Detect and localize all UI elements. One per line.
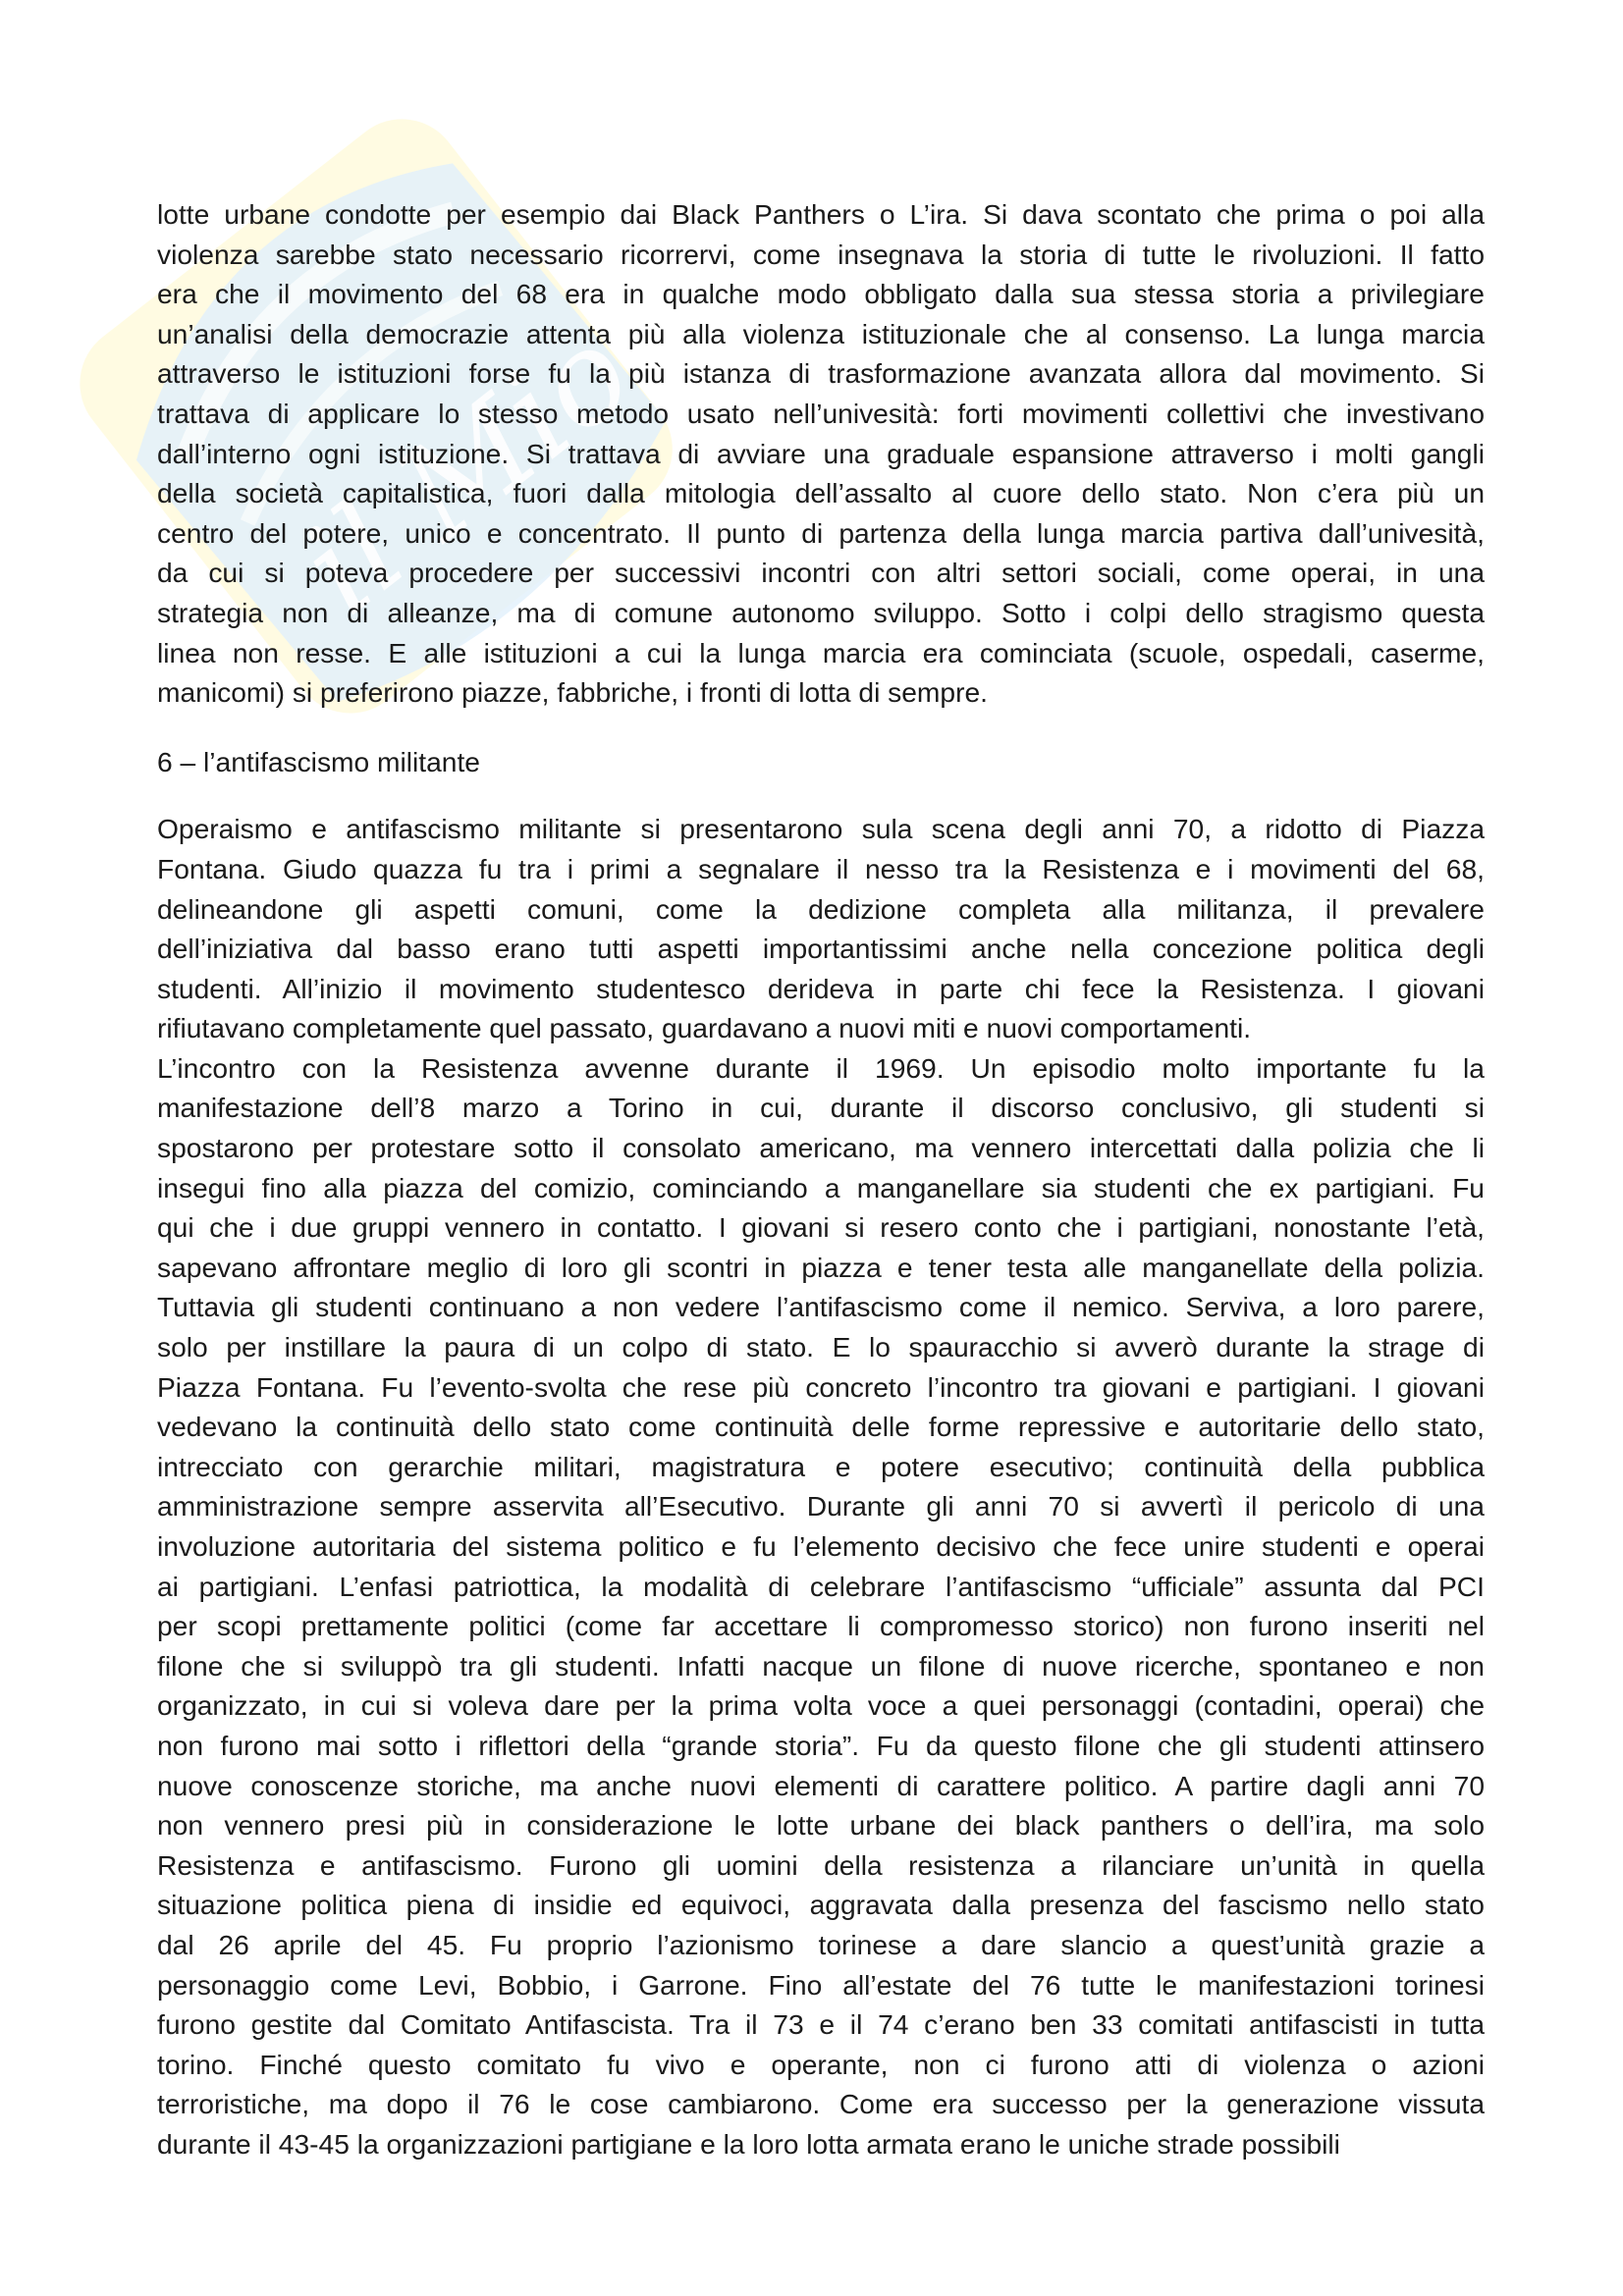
text-line: Fontana. Giudo quazza fu tra i primi a segnalare il nesso tra la Resistenza e i movimenti del 68, [157, 852, 1485, 884]
text-line: era che il movimento del 68 era in qualche modo obbligato dalla sua stessa storia a privilegiare [157, 278, 1485, 310]
document-page [157, 194, 1485, 2164]
text-line: centro del potere, unico e concentrato. Il punto di partenza della lunga marcia partiva dall’univesità, [157, 516, 1485, 549]
paragraph-antifascismo [157, 809, 1485, 2163]
text-line: furono gestite dal Comitato Antifascista. Tra il 73 e il 74 c’erano ben 33 comitati antifascisti in tutta [157, 2008, 1485, 2041]
text-line: dal 26 aprile del 45. Fu proprio l’azionismo torinese a dare slancio a quest’unità grazie a [157, 1928, 1485, 1960]
text-line: amministrazione sempre asservita all’Esecutivo. Durante gli anni 70 si avvertì il pericolo di una [157, 1490, 1485, 1522]
text-line: terroristiche, ma dopo il 76 le cose cambiarono. Come era successo per la generazione vissuta [157, 2088, 1485, 2120]
text-line: nuove conoscenze storiche, ma anche nuovi elementi di carattere politico. A partire dagli anni 70 [157, 1769, 1485, 1801]
text-line: dell’iniziativa dal basso erano tutti aspetti importantissimi anche nella concezione politica degli [157, 933, 1485, 965]
text-line: Resistenza e antifascismo. Furono gli uomini della resistenza a rilanciare un’unità in quella [157, 1848, 1485, 1881]
section-heading: 6 – l’antifascismo militante [157, 745, 480, 777]
text-line: da cui si poteva procedere per successivi incontri con altri settori sociali, come operai, in una [157, 557, 1485, 589]
text-line: strategia non di alleanze, ma di comune autonomo sviluppo. Sotto i colpi dello stragismo questa [157, 596, 1485, 628]
text-line: dall’interno ogni istituzione. Si trattava di avviare una graduale espansione attraverso i molti gangli [157, 437, 1485, 469]
text-line: torino. Finché questo comitato fu vivo e operante, non ci furono atti di violenza o azioni [157, 2048, 1485, 2080]
text-line: filone che si sviluppò tra gli studenti. Infatti nacque un filone di nuove ricerche, spontaneo e non [157, 1649, 1485, 1682]
text-line: studenti. All’inizio il movimento studentesco derideva in parte chi fece la Resistenza. I giovani [157, 972, 1485, 1004]
text-line: delineandone gli aspetti comuni, come la dedizione completa alla militanza, il prevalere [157, 892, 1485, 925]
text-line: della società capitalistica, fuori dalla mitologia dell’assalto al cuore dello stato. Non c’era più un [157, 477, 1485, 509]
text-line: violenza sarebbe stato necessario ricorrervi, come insegnava la storia di tutte le rivoluzioni. Il fatto [157, 238, 1485, 270]
text-line: sapevano affrontare meglio di loro gli scontri in piazza e tener testa alle manganellate della polizia. [157, 1251, 1485, 1283]
text-line: linea non resse. E alle istituzioni a cui la lunga marcia era cominciata (scuole, ospedali, caserme, [157, 636, 1485, 668]
text-line: lotte urbane condotte per esempio dai Black Panthers o L’ira. Si dava scontato che prima o poi alla [157, 198, 1485, 230]
text-line: vedevano la continuità dello stato come continuità delle forme repressive e autoritarie dello stato, [157, 1411, 1485, 1443]
text-line: insegui fino alla piazza del comizio, cominciando a manganellare sia studenti che ex partigiani. Fu [157, 1171, 1485, 1203]
text-line: durante il 43-45 la organizzazioni partigiane e la loro lotta armata erano le uniche strade possibili [157, 2127, 1340, 2160]
text-line: L’incontro con la Resistenza avvenne durante il 1969. Un episodio molto importante fu la [157, 1051, 1485, 1084]
text-line: involuzione autoritaria del sistema politico e fu l’elemento decisivo che fece unire studenti e operai [157, 1530, 1485, 1562]
text-line: spostarono per protestare sotto il consolato americano, ma vennero intercettati dalla polizia che li [157, 1132, 1485, 1164]
text-line: Operaismo e antifascismo militante si presentarono sula scena degli anni 70, a ridotto di Piazza [157, 813, 1485, 845]
text-line: non vennero presi più in considerazione le lotte urbane dei black panthers o dell’ira, ma solo [157, 1809, 1485, 1842]
text-line: un’analisi della democrazie attenta più alla violenza istituzionale che al consenso. La lunga marcia [157, 317, 1485, 349]
text-line: attraverso le istituzioni forse fu la più istanza di trasformazione avanzata allora dal movimento. Si [157, 357, 1485, 390]
paragraph-continuation [157, 194, 1485, 713]
text-line: organizzato, in cui si voleva dare per la prima volta voce a quei personaggi (contadini, operai) che [157, 1689, 1485, 1722]
text-line: Tuttavia gli studenti continuano a non vedere l’antifascismo come il nemico. Serviva, a loro parere, [157, 1291, 1485, 1323]
watermark-brand-text: il Mio [274, 296, 659, 643]
text-line: qui che i due gruppi vennero in contatto. I giovani si resero conto che i partigiani, nonostante l’età, [157, 1211, 1485, 1244]
text-line: manifestazione dell’8 marzo a Torino in cui, durante il discorso conclusivo, gli studenti si [157, 1092, 1485, 1124]
text-line: ai partigiani. L’enfasi patriottica, la modalità di celebrare l’antifascismo “ufficiale” assunta dal PCI [157, 1570, 1485, 1602]
text-line: trattava di applicare lo stesso metodo usato nell’univesità: forti movimenti collettivi che investivano [157, 397, 1485, 429]
text-line: intrecciato con gerarchie militari, magistratura e potere esecutivo; continuità della pubblica [157, 1450, 1485, 1482]
text-line: non furono mai sotto i riflettori della “grande storia”. Fu da questo filone che gli studenti attinsero [157, 1729, 1485, 1761]
text-line: per scopi prettamente politici (come far accettare li compromesso storico) non furono inseriti nel [157, 1610, 1485, 1642]
text-line: situazione politica piena di insidie ed equivoci, aggravata dalla presenza del fascismo nello stato [157, 1889, 1485, 1921]
text-line: personaggio come Levi, Bobbio, i Garrone. Fino all’estate del 76 tutte le manifestazioni torinesi [157, 1968, 1485, 2001]
text-line: Piazza Fontana. Fu l’evento-svolta che rese più concreto l’incontro tra giovani e partigiani. I giovani [157, 1370, 1485, 1403]
text-line: solo per instillare la paura di un colpo di stato. E lo spauracchio si avverò durante la strage di [157, 1331, 1485, 1363]
text-line: manicomi) si preferirono piazze, fabbriche, i fronti di lotta di sempre. [157, 676, 988, 709]
text-line: rifiutavano completamente quel passato, guardavano a nuovi miti e nuovi comportamenti. [157, 1012, 1252, 1044]
